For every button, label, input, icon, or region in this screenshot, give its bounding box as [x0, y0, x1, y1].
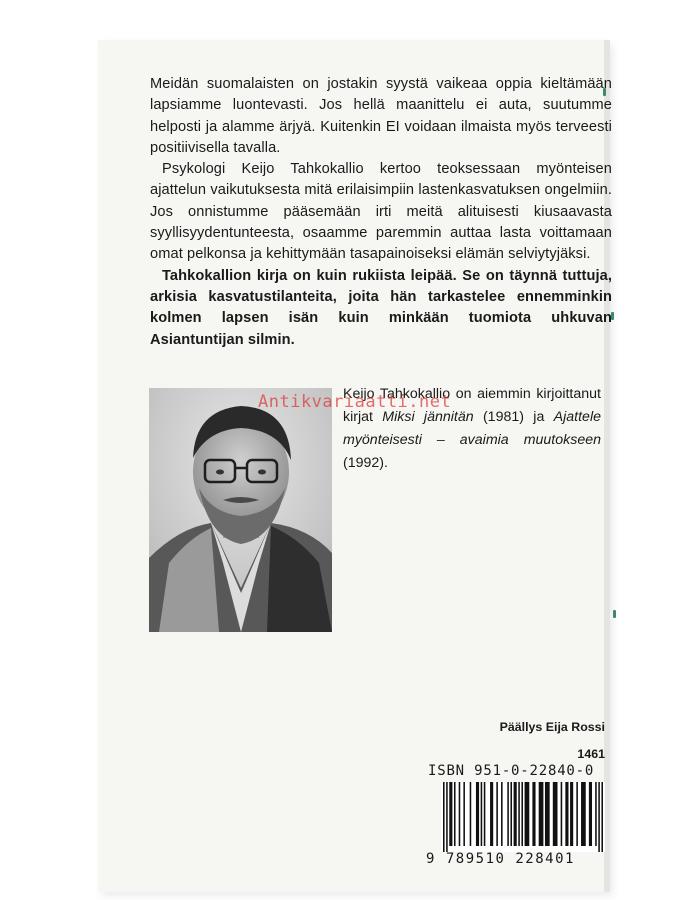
barcode-bar: [490, 782, 493, 846]
isbn-label: ISBN 951-0-22840-0: [428, 763, 595, 779]
barcode-bar: [459, 782, 461, 846]
barcode-digits: 9 789510 228401: [426, 851, 575, 867]
barcode-bar: [525, 782, 530, 846]
barcode-bar: [521, 782, 523, 846]
barcode-bar: [565, 782, 568, 846]
barcode-bar: [553, 782, 558, 846]
blurb-text: [150, 74, 612, 351]
barcode-bar: [484, 782, 486, 846]
barcode-bar: [598, 782, 600, 852]
barcode-bar: [518, 782, 520, 846]
barcode-bar: [570, 782, 573, 846]
barcode-bar: [589, 782, 592, 846]
barcode-bar: [576, 782, 578, 846]
barcode-bar: [507, 782, 509, 846]
barcode-bar: [539, 782, 544, 846]
author-photo: [149, 388, 332, 632]
barcode-bar: [561, 782, 563, 846]
barcode-bar: [463, 782, 465, 846]
series-number: 1461: [577, 747, 605, 761]
barcode-bar: [581, 782, 586, 846]
blurb-paragraph-1: Meidän suomalaisten on jostakin syystä vaikeaa oppia kieltämään lapsiamme luontevasti. Jos hellä maanittelu ei auta, suutumme helposti ja alamme ärjyä. Kuitenkin EI voidaan ilmaista myös terveesti positiivisella tavalla.: [150, 76, 612, 156]
barcode-bar: [470, 782, 472, 846]
barcode-bar: [446, 782, 448, 852]
blurb-paragraph-3: Tahkokallion kirja on kuin rukiista leipää. Se on täynnä tuttuja, arkisia kasvatustilanteita, joita hän tarkastelee ennemminkin kolmen lapsen isän kuin minkään tuomiota uhkuvan Asiantuntijan silmin.: [150, 267, 612, 348]
cover-credit: Päällys Eija Rossi: [499, 720, 605, 734]
barcode-bar: [443, 782, 445, 852]
barcode-bar: [532, 782, 535, 846]
blurb-paragraph-2: Psykologi Keijo Tahkokallio kertoo teoksessaan myönteisen ajattelun vaikutuksesta mitä erilaisimpiin lastenkasvatuksen ongelmiin. Jos onnistumme pääsemään irti meitä alituisesti kiusaavasta syyllisyydentunteesta, osaamme paremmin auttaa lasta voittamaan omat pelkonsa ja kehittymään tasapainoiseksi elämän selviytyjäksi.: [150, 161, 612, 263]
watermark: Antikvariaatti.net: [258, 392, 452, 412]
barcode-bar: [496, 782, 498, 846]
barcode-bar: [514, 782, 517, 846]
barcode-bar: [454, 782, 456, 846]
barcode-bar: [601, 782, 603, 852]
barcode-bar: [476, 782, 479, 846]
bio-text-end: (1992).: [343, 455, 388, 471]
edge-mark: [613, 610, 616, 618]
barcode-bar: [449, 782, 452, 846]
bio-text-middle: (1981) ja: [473, 409, 554, 425]
barcode-bars: [441, 782, 605, 852]
author-portrait-image: [149, 388, 332, 632]
bio-book-title-1: Miksi jännitän: [382, 409, 474, 425]
barcode-bar: [545, 782, 550, 846]
barcode-bar: [595, 782, 597, 846]
barcode-bar: [510, 782, 512, 846]
barcode-bar: [481, 782, 483, 846]
barcode-bar: [501, 782, 503, 846]
bio-book-title-2: Ajattele myönteisesti – avaimia muutokseen: [343, 409, 601, 448]
bio-text-start: Keijo Tahkokallio on aiemmin kirjoittanut kirjat: [343, 386, 601, 425]
barcode: [441, 782, 605, 852]
